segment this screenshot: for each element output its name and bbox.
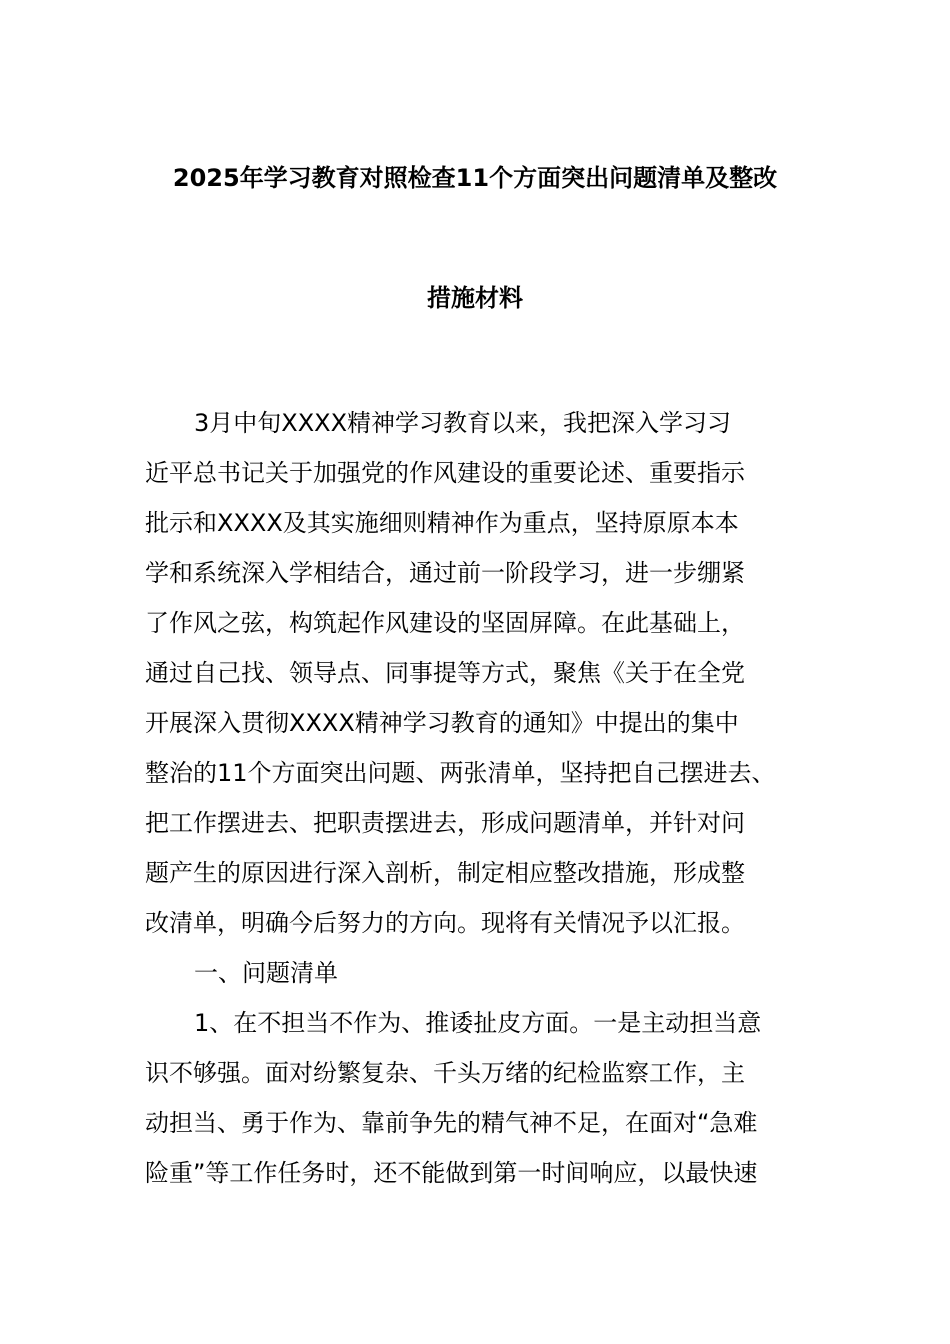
- section-heading-problem-list: 一、问题清单: [194, 959, 338, 987]
- intro-paragraph-line-3: 批示和XXXX及其实施细则精神作为重点，坚持原原本本: [145, 509, 739, 537]
- document-title-line-2: 措施材料: [427, 284, 523, 312]
- intro-paragraph-line-9: 把工作摆进去、把职责摆进去，形成问题清单，并针对问: [145, 809, 745, 837]
- intro-paragraph-line-8: 整治的11个方面突出问题、两张清单，坚持把自己摆进去、: [145, 759, 776, 787]
- item-1-line-2: 识不够强。面对纷繁复杂、千头万绪的纪检监察工作，主: [145, 1059, 745, 1087]
- intro-paragraph-line-1: 3月中旬XXXX精神学习教育以来，我把深入学习习: [194, 409, 732, 437]
- intro-paragraph-line-11: 改清单，明确今后努力的方向。现将有关情况予以汇报。: [145, 909, 745, 937]
- document-title-line-1: 2025年学习教育对照检查11个方面突出问题清单及整改: [172, 164, 778, 192]
- document-body: [145, 398, 825, 1198]
- intro-paragraph-line-10: 题产生的原因进行深入剖析，制定相应整改措施，形成整: [145, 859, 745, 887]
- intro-paragraph-line-5: 了作风之弦，构筑起作风建设的坚固屏障。在此基础上，: [145, 609, 745, 637]
- intro-paragraph-line-7: 开展深入贯彻XXXX精神学习教育的通知》中提出的集中: [145, 709, 739, 737]
- intro-paragraph-line-4: 学和系统深入学相结合，通过前一阶段学习，进一步绷紧: [145, 559, 745, 587]
- intro-paragraph-line-6: 通过自己找、领导点、同事提等方式，聚焦《关于在全党: [145, 659, 745, 687]
- item-1-line-1: 1、在不担当不作为、推诿扯皮方面。一是主动担当意: [194, 1009, 762, 1037]
- intro-paragraph-line-2: 近平总书记关于加强党的作风建设的重要论述、重要指示: [145, 459, 745, 487]
- item-1-line-4: 险重”等工作任务时，还不能做到第一时间响应，以最快速: [145, 1159, 758, 1187]
- item-1-line-3: 动担当、勇于作为、靠前争先的精气神不足，在面对“急难: [145, 1109, 758, 1137]
